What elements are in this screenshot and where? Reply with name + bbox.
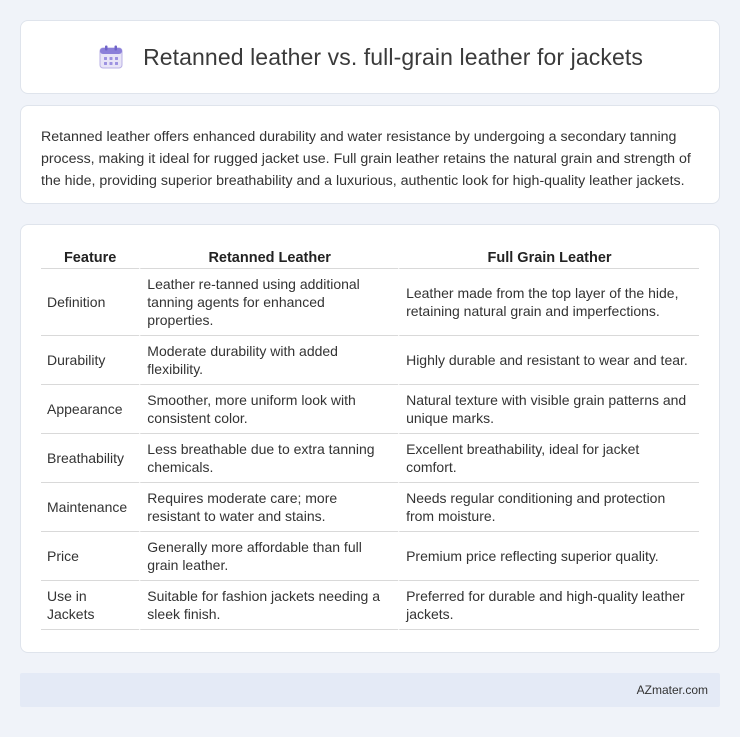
header-retanned-leather: Retanned Leather bbox=[139, 245, 398, 269]
intro-card bbox=[20, 105, 720, 204]
feature-cell: Price bbox=[41, 532, 139, 581]
retanned-cell: Requires moderate care; more resistant to water and stains. bbox=[139, 483, 398, 532]
feature-cell: Definition bbox=[41, 269, 139, 336]
table-row bbox=[41, 385, 699, 434]
page-title: Retanned leather vs. full-grain leather for jackets bbox=[143, 43, 643, 70]
full-grain-cell: Excellent breathability, ideal for jacket comfort. bbox=[398, 434, 699, 483]
feature-cell: Durability bbox=[41, 336, 139, 385]
header-full-grain-leather: Full Grain Leather bbox=[398, 245, 699, 269]
full-grain-cell: Natural texture with visible grain patterns and unique marks. bbox=[398, 385, 699, 434]
footer-bar bbox=[20, 673, 720, 707]
footer-site-link[interactable]: AZmater.com bbox=[636, 683, 708, 697]
full-grain-cell: Leather made from the top layer of the hide, retaining natural grain and imperfections. bbox=[398, 269, 699, 336]
retanned-cell: Moderate durability with added flexibility. bbox=[139, 336, 398, 385]
retanned-cell: Less breathable due to extra tanning chemicals. bbox=[139, 434, 398, 483]
feature-cell: Use in Jackets bbox=[41, 581, 139, 630]
title-card bbox=[20, 20, 720, 94]
table-row bbox=[41, 483, 699, 532]
title-wrap bbox=[97, 43, 643, 71]
table-row bbox=[41, 434, 699, 483]
full-grain-cell: Preferred for durable and high-quality leather jackets. bbox=[398, 581, 699, 630]
calendar-icon bbox=[97, 43, 125, 71]
table-row bbox=[41, 532, 699, 581]
full-grain-cell: Highly durable and resistant to wear and tear. bbox=[398, 336, 699, 385]
retanned-cell: Leather re-tanned using additional tanning agents for enhanced properties. bbox=[139, 269, 398, 336]
feature-cell: Maintenance bbox=[41, 483, 139, 532]
table-row bbox=[41, 336, 699, 385]
table-row bbox=[41, 269, 699, 336]
comparison-table bbox=[41, 245, 699, 630]
table-row bbox=[41, 581, 699, 630]
feature-cell: Appearance bbox=[41, 385, 139, 434]
feature-cell: Breathability bbox=[41, 434, 139, 483]
full-grain-cell: Premium price reflecting superior quality. bbox=[398, 532, 699, 581]
intro-paragraph: Retanned leather offers enhanced durability and water resistance by undergoing a secondary tanning process, making it ideal for rugged jacket use. Full grain leather retains the natural grain and strength of the hide, providing superior breathability and a luxurious, authentic look for high-quality leather jackets. bbox=[41, 129, 691, 189]
retanned-cell: Suitable for fashion jackets needing a sleek finish. bbox=[139, 581, 398, 630]
header-feature: Feature bbox=[41, 245, 139, 269]
retanned-cell: Smoother, more uniform look with consistent color. bbox=[139, 385, 398, 434]
table-header-row bbox=[41, 245, 699, 269]
comparison-table-card bbox=[20, 224, 720, 653]
full-grain-cell: Needs regular conditioning and protection from moisture. bbox=[398, 483, 699, 532]
retanned-cell: Generally more affordable than full grain leather. bbox=[139, 532, 398, 581]
